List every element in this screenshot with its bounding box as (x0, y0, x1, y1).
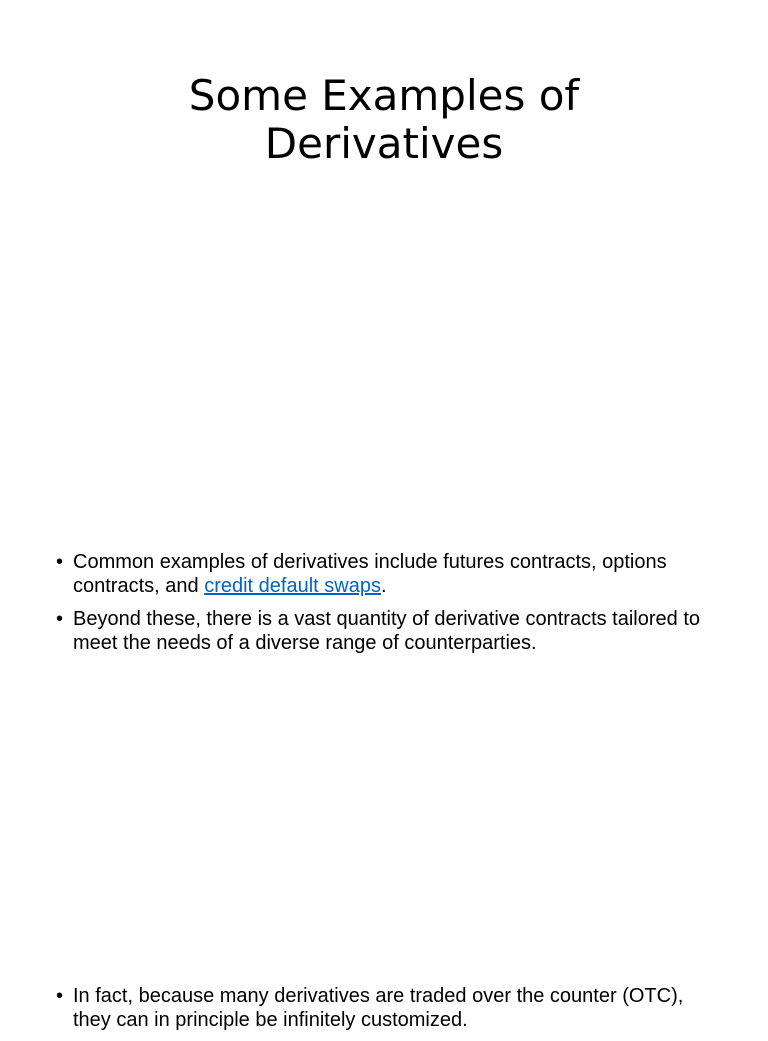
slide-title-line-1: Some Examples of (188, 71, 580, 120)
bullet-text: Beyond these, there is a vast quantity of derivative contracts tailored to meet the needs of a diverse range of counterparties. (73, 608, 701, 654)
bullet-text: In fact, because many derivatives are traded over the counter (OTC), they can in principle be infinitely customized. (73, 985, 684, 1031)
credit-default-swaps-link[interactable]: credit default swaps (204, 575, 381, 597)
bullet-list-bottom (56, 984, 716, 1041)
bullet-list-top (56, 550, 716, 664)
bullet-dot-icon: • (56, 608, 64, 630)
slide-title-line-2: Derivatives (264, 119, 504, 168)
bullet-text-after-link: . (380, 575, 387, 597)
slide-title (0, 72, 768, 168)
bullet-dot-icon: • (56, 551, 64, 573)
bullet-dot-icon: • (56, 985, 64, 1007)
bullet-item-beyond-these (56, 607, 716, 655)
bullet-item-otc (56, 984, 716, 1032)
bullet-item-common-examples (56, 550, 716, 598)
bullet-text-before-link: Common examples of derivatives include futures contracts, options contracts, and (73, 551, 667, 597)
